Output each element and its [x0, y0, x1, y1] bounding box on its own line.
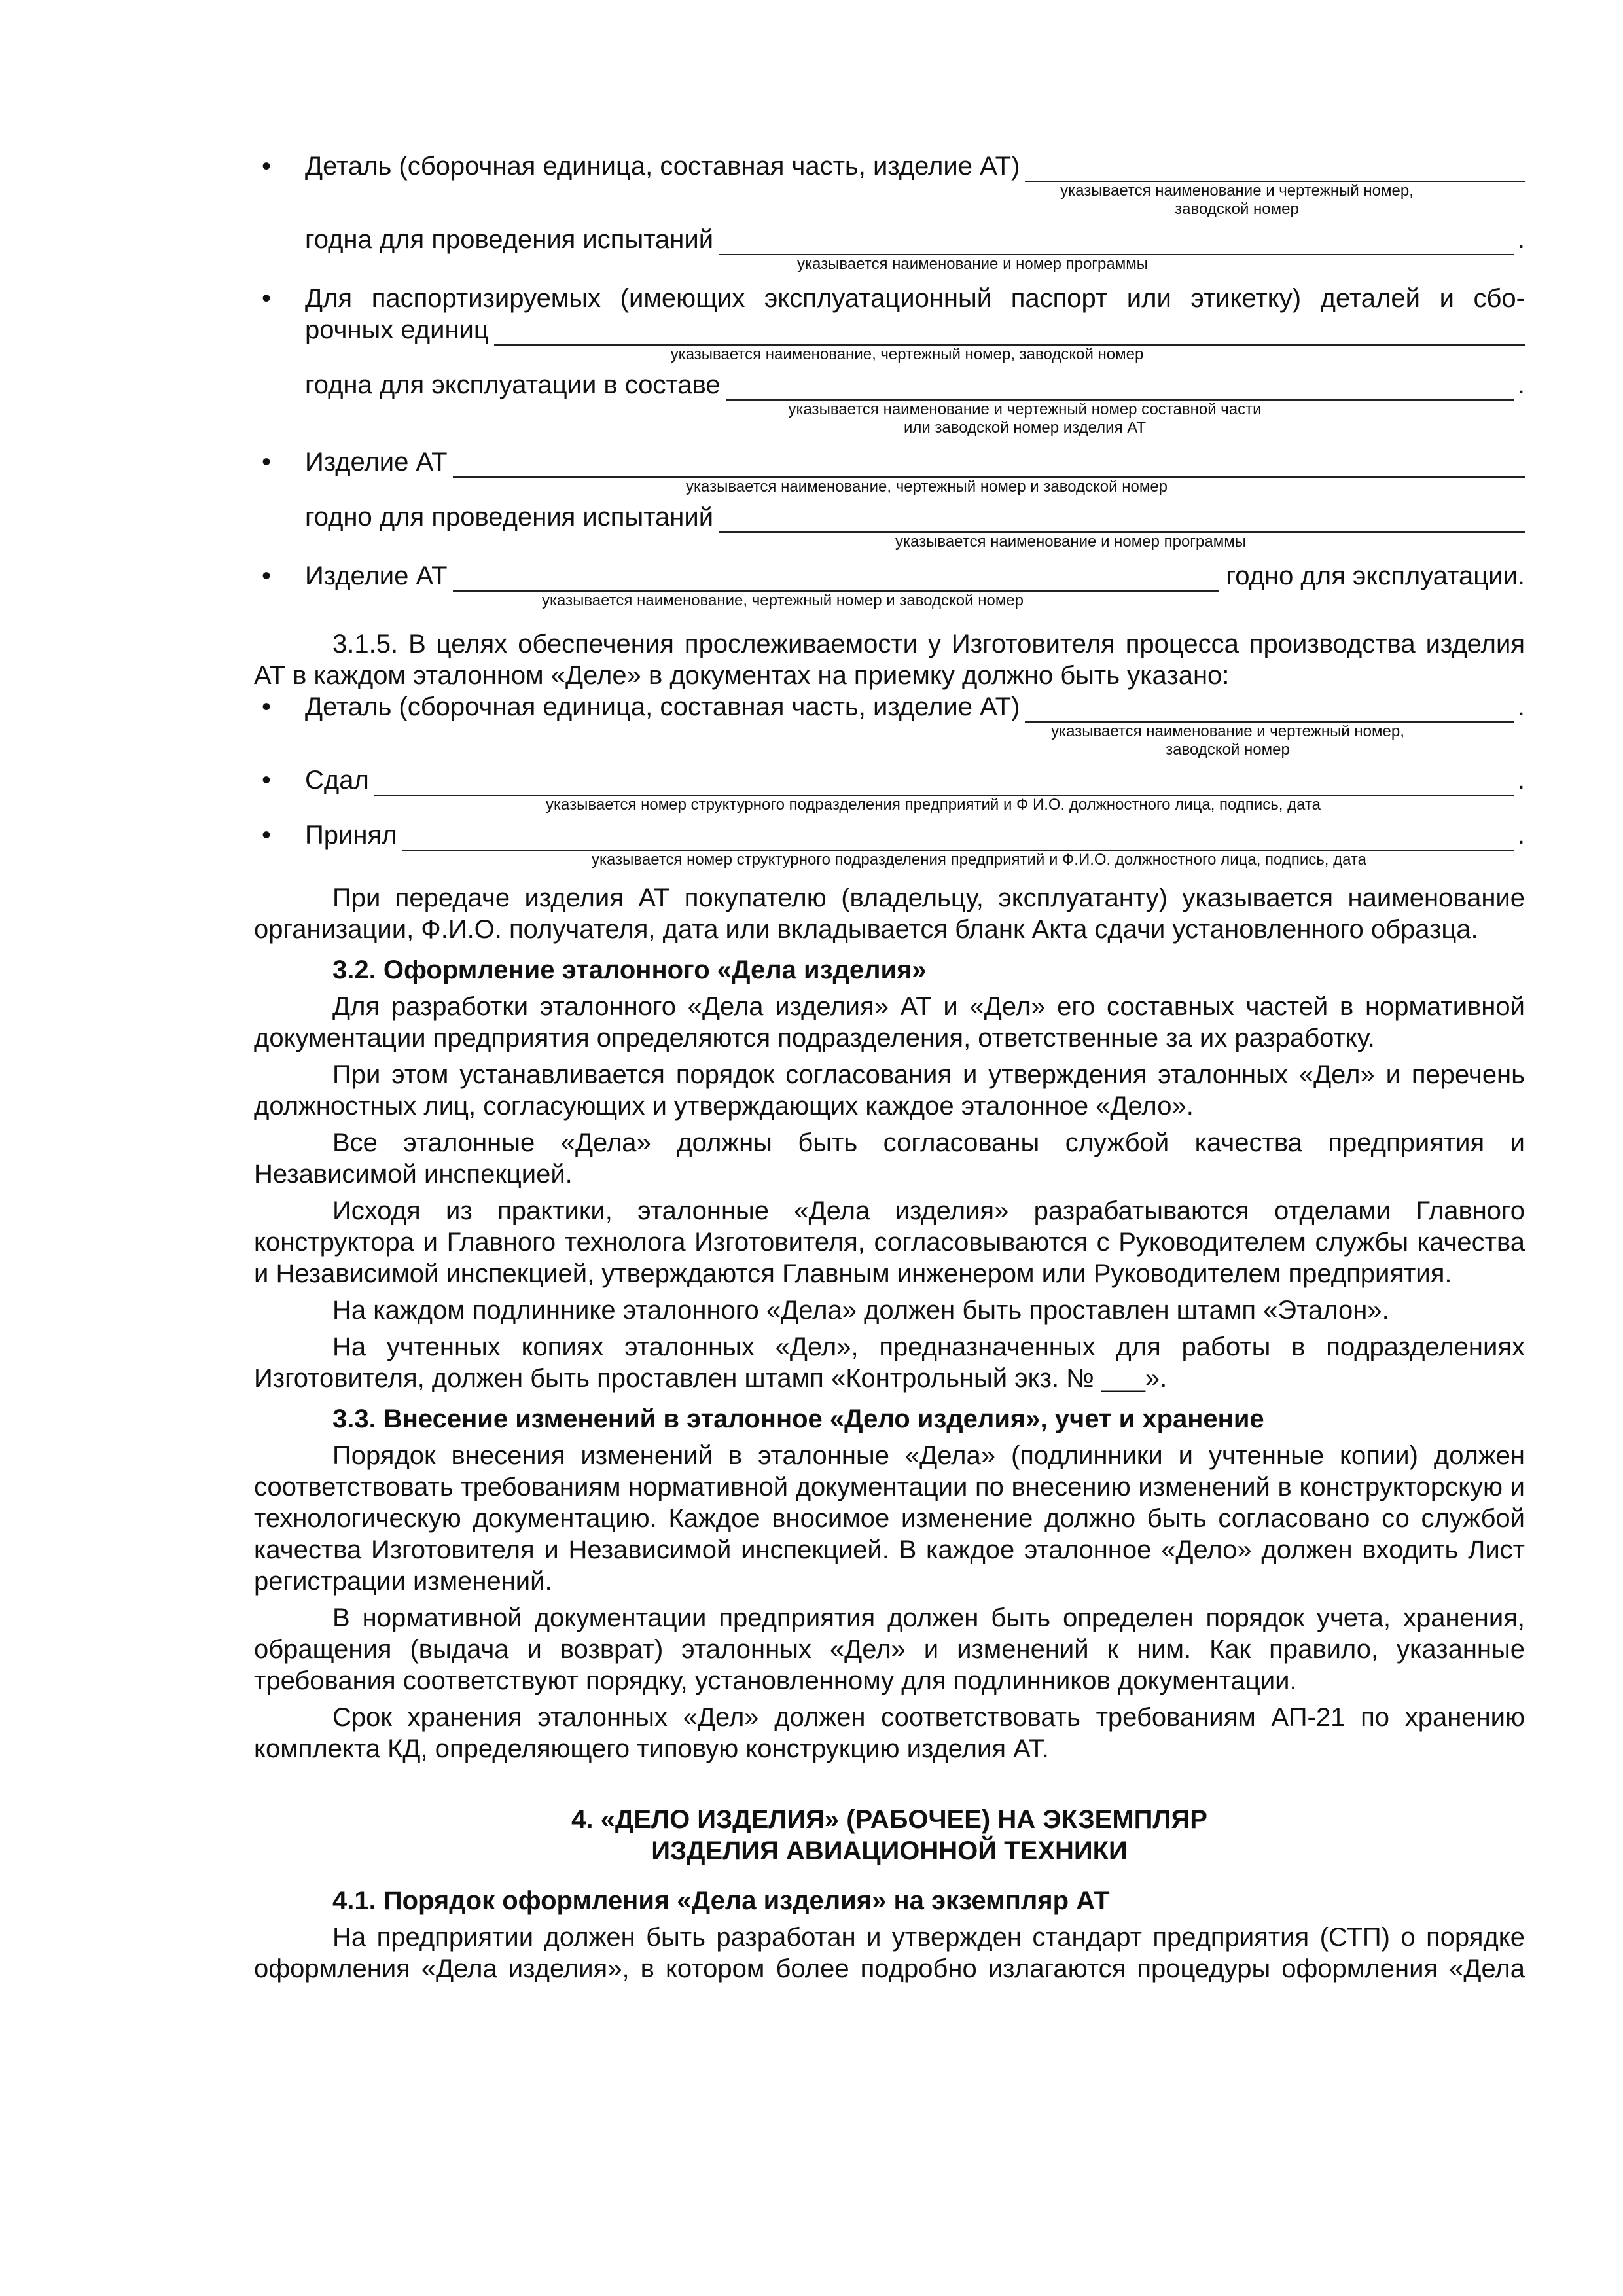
- chapter-title: [254, 1804, 1525, 1867]
- field-label: Для паспортизируемых (имеющих эксплуатационный паспорт или этикетку) деталей и сбо-: [305, 284, 1525, 313]
- paragraph: На предприятии должен быть разработан и утвержден стандарт предприятия (СТП) о порядке оформления «Дела изделия», в котором более подробно излагаются процедуры оформления «Дела: [254, 1923, 1525, 1983]
- bullet-icon: •: [262, 152, 272, 181]
- form-item-passport: • Для паспортизируемых (имеющих эксплуатационный паспорт или этикетку) деталей и сбо- рочных единиц указывается наименование, чертежный номер, заводской номер годна для эксплуатации в составе . указывается наименование и чертежный номер составной части или заводской номер изделия АТ: [262, 284, 1525, 437]
- paragraph: Исходя из практики, эталонные «Дела изделия» разрабатываются отделами Главного конструктора и Главного технолога Изготовителя, согласовываются с Руководителем службы качества и Независимой инспекцией, утверждаются Главным инженером или Руководителем предприятия.: [254, 1196, 1525, 1288]
- paragraph: Порядок внесения изменений в эталонные «Дела» (подлинники и учтенные копии) должен соответствовать требованиям нормативной документации по внесению изменений в конструкторскую и технологическую документацию. Каждое вносимое изменение должно быть согласовано со службой качества Изготовителя и Независимой инспекцией. В каждое эталонное «Дело» должен входить Лист регистрации изменений.: [254, 1441, 1525, 1596]
- form-item-handed: • Сдал . указывается номер структурного подразделения предприятий и Ф И.О. должностного лица, подпись, дата: [262, 766, 1525, 814]
- field-hint: заводской номер: [1175, 200, 1299, 218]
- paragraph: В нормативной документации предприятия должен быть определен порядок учета, хранения, обращения (выдача и возврат) эталонных «Дел» и изменений к ним. Как правило, указанные требования соответствуют порядку, установленному для подлинников документации.: [254, 1604, 1525, 1695]
- field-label: Сдал: [305, 766, 369, 795]
- paragraph: При этом устанавливается порядок согласования и утверждения эталонных «Дел» и перечень должностных лиц, согласующих и утверждающих каждое эталонное «Дело».: [254, 1060, 1525, 1121]
- blank-line: [1025, 156, 1525, 182]
- bullet-icon: •: [262, 821, 272, 850]
- paragraph: На каждом подлиннике эталонного «Дела» должен быть проставлен штамп «Эталон».: [332, 1296, 1389, 1325]
- blank-line: [374, 770, 1514, 796]
- paragraph: На учтенных копиях эталонных «Дел», предназначенных для работы в подразделениях Изготовителя, должен быть проставлен штамп «Контрольный экз. № ___».: [254, 1333, 1525, 1393]
- bullet-icon: •: [262, 692, 272, 721]
- field-hint: указывается номер структурного подразделения предприятий и Ф.И.О. должностного лица, подпись, дата: [592, 851, 1366, 869]
- field-hint: указывается номер структурного подразделения предприятий и Ф И.О. должностного лица, подпись, дата: [546, 796, 1321, 814]
- field-label: Изделие АТ: [305, 562, 448, 590]
- field-hint: указывается наименование и номер программы: [895, 533, 1246, 550]
- form-item-accepted: • Принял . указывается номер структурного подразделения предприятий и Ф.И.О. должностного лица, подпись, дата: [254, 819, 1525, 869]
- field-hint: указывается наименование, чертежный номер и заводской номер: [541, 592, 1024, 609]
- field-hint: заводской номер: [1166, 741, 1290, 759]
- chapter-title-line: 4. «ДЕЛО ИЗДЕЛИЯ» (РАБОЧЕЕ) НА ЭКЗЕМПЛЯР: [571, 1805, 1207, 1834]
- paragraph: Все эталонные «Дела» должны быть согласованы службой качества предприятия и Независимой инспекцией.: [254, 1128, 1525, 1189]
- paragraph: Для разработки эталонного «Дела изделия» АТ и «Дел» его составных частей в нормативной документации предприятия определяются подразделения, ответственные за их разработку.: [254, 992, 1525, 1052]
- field-label: Изделие АТ: [305, 448, 448, 476]
- blank-line: [1025, 696, 1513, 723]
- document-page: [254, 151, 1525, 1984]
- field-hint: указывается наименование, чертежный номер и заводской номер: [685, 478, 1168, 495]
- field-hint: указывается наименование и чертежный номер,: [1060, 182, 1414, 200]
- field-label: Деталь (сборочная единица, составная часть, изделие АТ): [305, 692, 1020, 721]
- field-hint: или заводской номер изделия АТ: [903, 419, 1147, 437]
- field-label: Принял: [305, 821, 397, 850]
- bullet-icon: •: [262, 284, 272, 313]
- form-item-product-test: [254, 446, 1525, 551]
- bullet-icon: •: [262, 448, 272, 476]
- form-item-detail: • Деталь (сборочная единица, составная часть, изделие АТ) указывается наименование и чертежный номер, заводской номер годна для проведения испытаний . указывается наименование и номер программы: [262, 152, 1525, 273]
- blank-line: [494, 319, 1525, 346]
- field-tail: годно для эксплуатации.: [1226, 562, 1525, 590]
- field-hint: указывается наименование и номер программы: [796, 255, 1148, 273]
- field-label: рочных единиц: [305, 315, 489, 344]
- blank-line: [402, 825, 1513, 851]
- blank-line: [719, 229, 1514, 255]
- form-item-detail-2: • Деталь (сборочная единица, составная часть, изделие АТ) . указывается наименование и чертежный номер, заводской номер: [262, 692, 1525, 759]
- chapter-title-line: ИЗДЕЛИЯ АВИАЦИОННОЙ ТЕХНИКИ: [651, 1837, 1128, 1865]
- section-heading-3-2: 3.2. Оформление эталонного «Дела изделия»: [332, 956, 927, 984]
- field-label: Деталь (сборочная единица, составная часть, изделие АТ): [305, 152, 1020, 181]
- section-heading-3-3: 3.3. Внесение изменений в эталонное «Дело изделия», учет и хранение: [332, 1405, 1264, 1433]
- bullet-icon: •: [262, 562, 272, 590]
- field-hint: указывается наименование, чертежный номер, заводской номер: [670, 346, 1144, 363]
- field-hint: указывается наименование и чертежный номер составной части: [788, 401, 1262, 418]
- paragraph: Срок хранения эталонных «Дел» должен соответствовать требованиям АП-21 по хранению комплекта КД, определяющего типовую конструкцию изделия АТ.: [254, 1703, 1525, 1763]
- field-label: годно для проведения испытаний: [305, 503, 714, 531]
- paragraph-transfer: При передаче изделия АТ покупателю (владельцу, эксплуатанту) указывается наименование организации, Ф.И.О. получателя, дата или вкладывается бланк Акта сдачи установленного образца.: [254, 884, 1525, 944]
- field-hint: указывается наименование и чертежный номер,: [1051, 723, 1404, 740]
- field-label: годна для проведения испытаний: [305, 225, 714, 254]
- blank-line: [726, 374, 1514, 401]
- blank-line: [453, 452, 1525, 478]
- section-heading-4-1: 4.1. Порядок оформления «Дела изделия» на экземпляр АТ: [332, 1886, 1110, 1915]
- bullet-icon: •: [262, 766, 272, 795]
- form-item-product-operation: [254, 560, 1525, 610]
- blank-line: [453, 565, 1219, 592]
- blank-line: [719, 507, 1525, 533]
- field-label: годна для эксплуатации в составе: [305, 370, 721, 399]
- paragraph-3-1-5: 3.1.5. В целях обеспечения прослеживаемости у Изготовителя процесса производства изделия АТ в каждом эталонном «Деле» в документах на приемку должно быть указано:: [254, 630, 1525, 690]
